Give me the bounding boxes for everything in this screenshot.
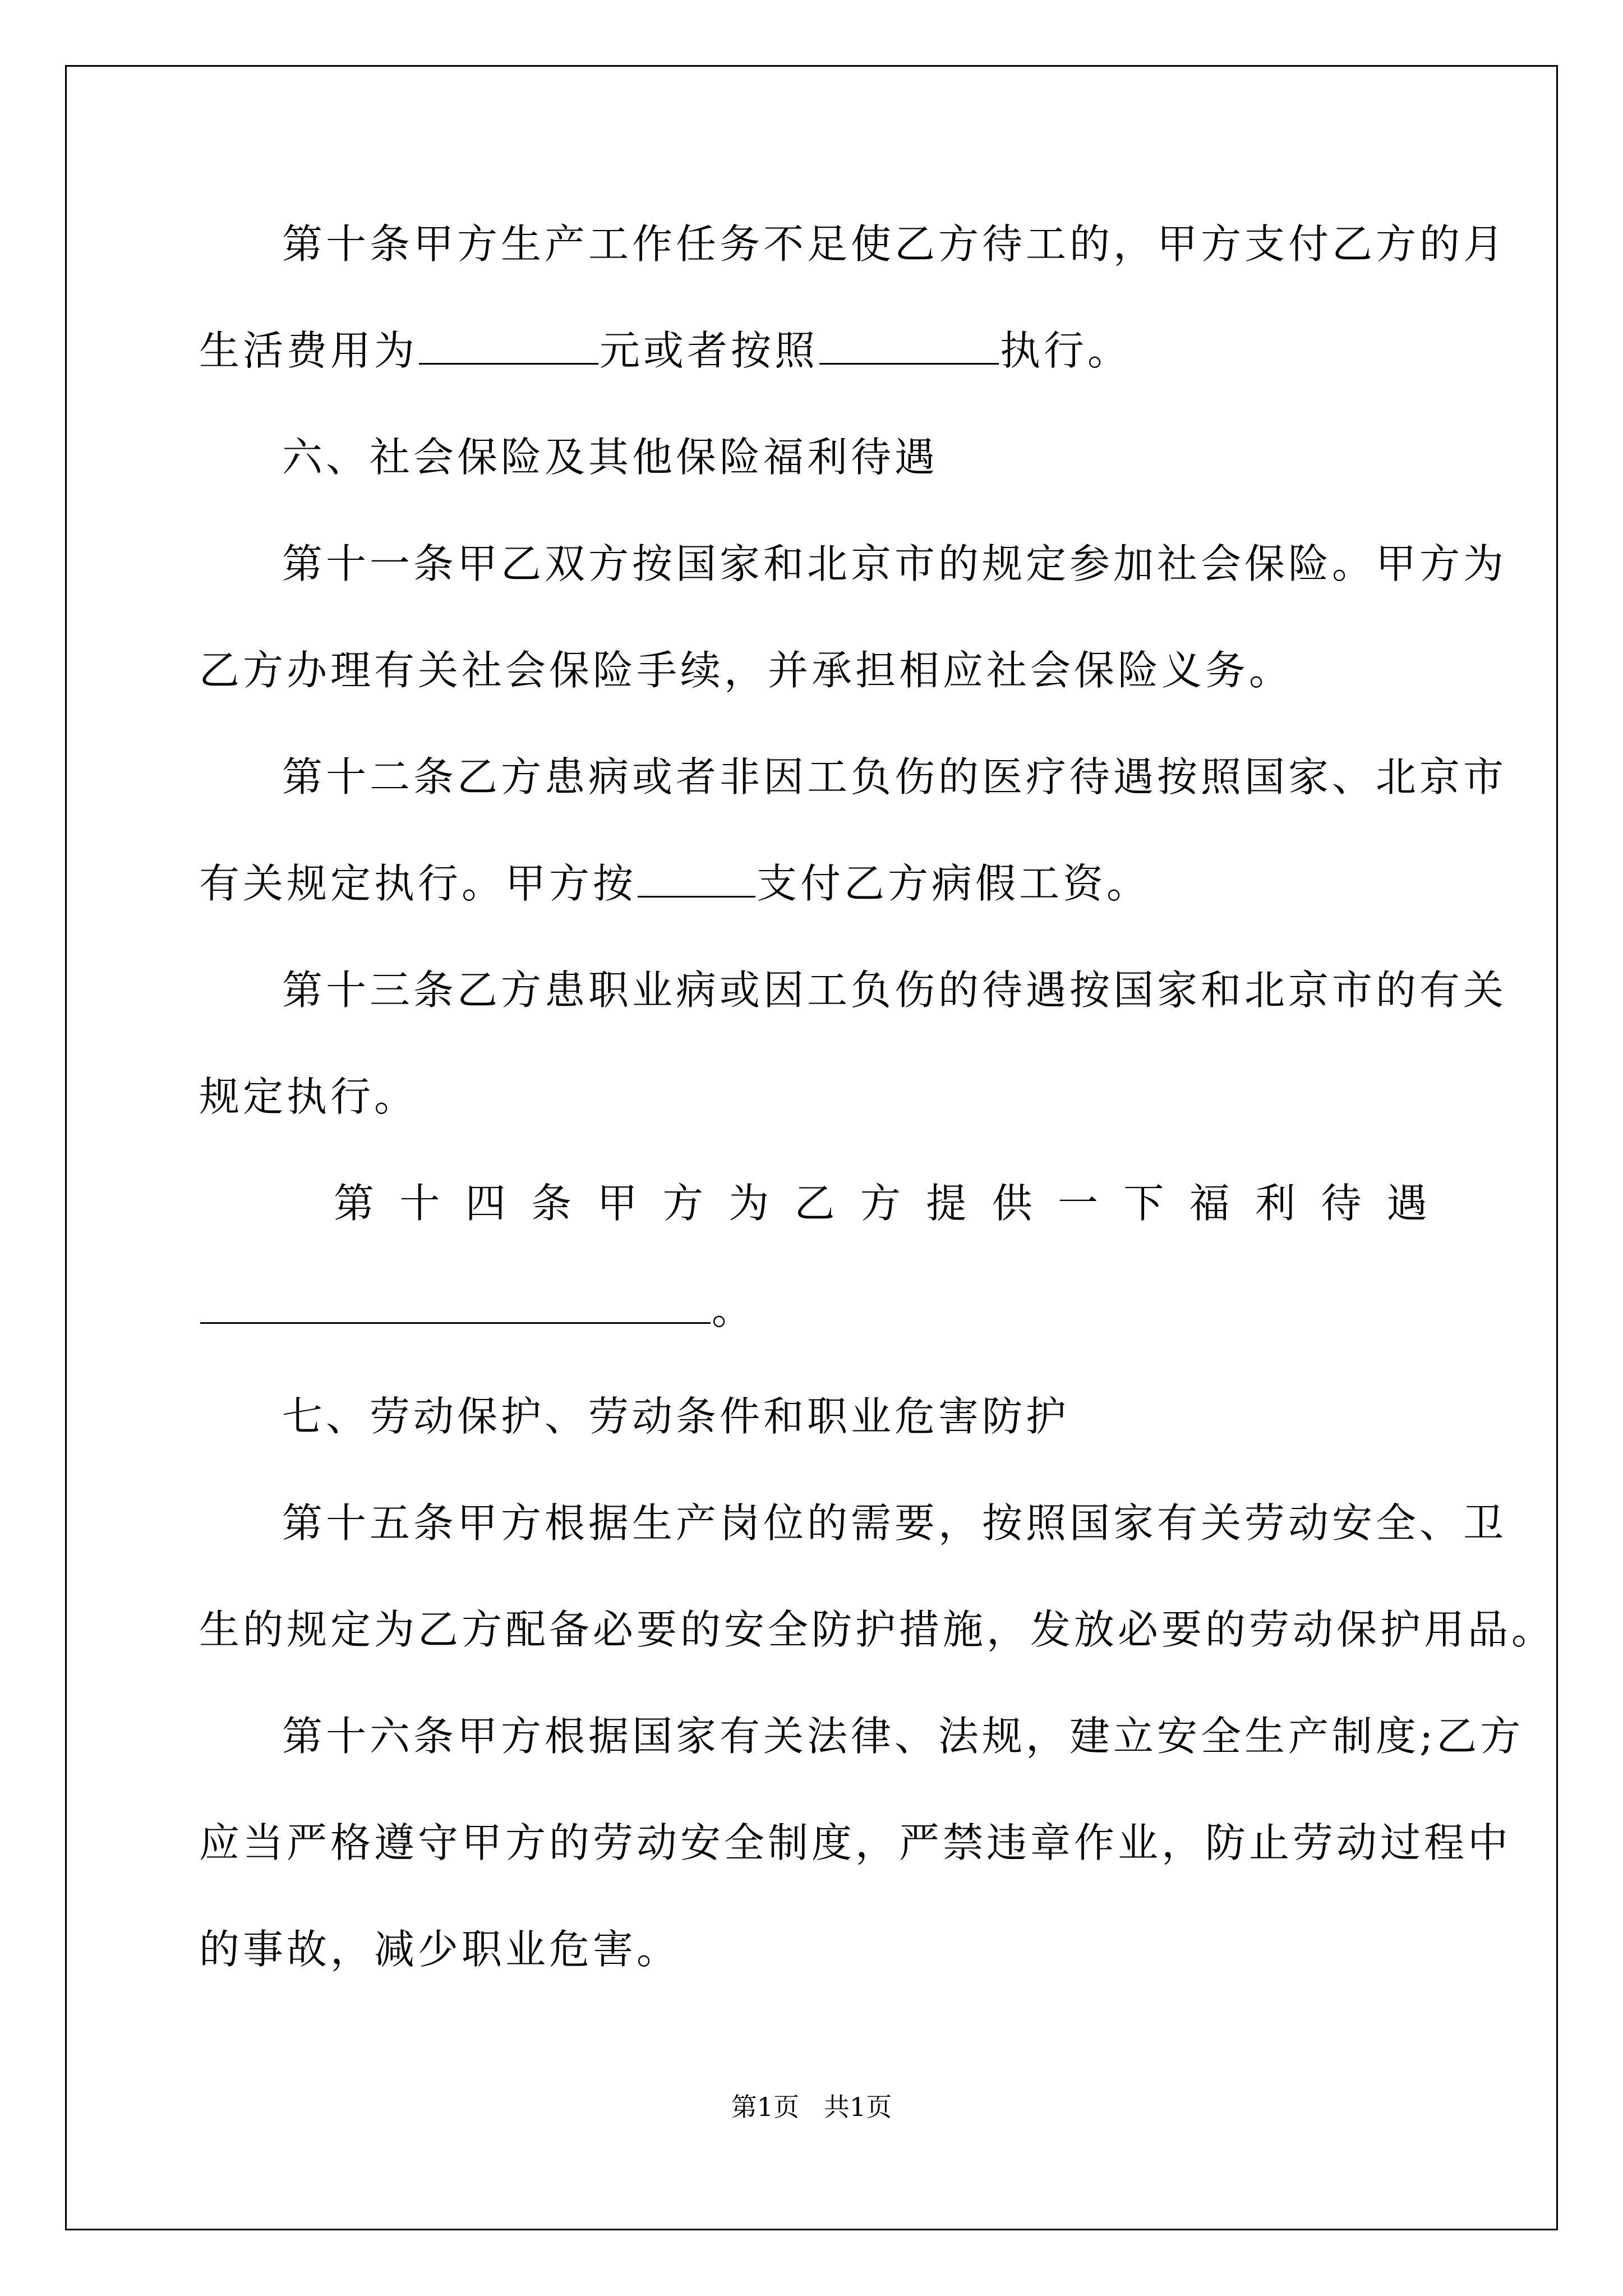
article-13-line-1: 第十三条乙方患职业病或因工负伤的待遇按国家和北京市的有关 xyxy=(282,967,1507,1014)
fill-blank-welfare[interactable] xyxy=(200,1289,711,1324)
article-10-line-2: 生活费用为 元或者按照 执行。 xyxy=(199,327,1132,374)
page-number-footer: 第1页 共1页 xyxy=(731,2092,892,2122)
article-15-line-2: 生的规定为乙方配备必要的安全防护措施，发放必要的劳动保护用品。 xyxy=(199,1606,1556,1653)
article-16-line-1: 第十六条甲方根据国家有关法律、法规，建立安全生产制度;乙方 xyxy=(282,1713,1524,1760)
article-16-line-3: 的事故，减少职业危害。 xyxy=(199,1926,681,1973)
fill-blank-standard[interactable] xyxy=(819,329,999,365)
article-11-line-1: 第十一条甲乙双方按国家和北京市的规定参加社会保险。甲方为 xyxy=(282,540,1507,587)
article-12-line-2: 有关规定执行。甲方按 支付乙方病假工资。 xyxy=(199,860,1151,907)
article-13-line-2: 规定执行。 xyxy=(199,1073,418,1120)
article-12-line-1: 第十二条乙方患病或者非因工负伤的医疗待遇按照国家、北京市 xyxy=(282,753,1507,800)
article-14-line-2: 。 xyxy=(199,1257,1427,1363)
article-15-line-1: 第十五条甲方根据生产岗位的需要，按照国家有关劳动安全、卫 xyxy=(282,1499,1507,1547)
fill-blank-living-expense[interactable] xyxy=(419,329,598,365)
section-7-heading: 七、劳动保护、劳动条件和职业危害防护 xyxy=(282,1393,1070,1440)
article-16-line-2: 应当严格遵守甲方的劳动安全制度，严禁违章作业，防止劳动过程中 xyxy=(199,1819,1512,1866)
fill-blank-sick-pay[interactable] xyxy=(638,862,755,898)
article-14-line-1: 第 十 四 条 甲 方 为 乙 方 提 供 一 下 福 利 待 遇 xyxy=(334,1180,1427,1227)
article-10-line-1: 第十条甲方生产工作任务不足使乙方待工的，甲方支付乙方的月 xyxy=(282,220,1507,268)
document-body xyxy=(199,191,1556,2003)
section-6-heading: 六、社会保险及其他保险福利待遇 xyxy=(282,434,939,481)
article-11-line-2: 乙方办理有关社会保险手续，并承担相应社会保险义务。 xyxy=(199,647,1293,694)
